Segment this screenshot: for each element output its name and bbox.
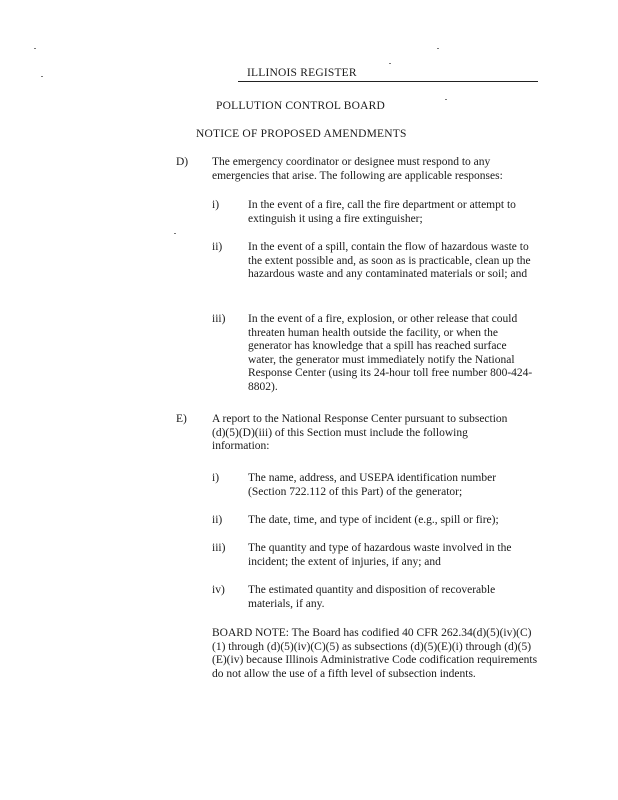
notice-title: NOTICE OF PROPOSED AMENDMENTS — [196, 128, 407, 140]
board-note: BOARD NOTE: The Board has codified 40 CFR 262.34(d)(5)(iv)(C)(1) through (d)(5)(iv)(C)(5) as subsections (d)(5)(E)(i) through (d)(5)(E)(iv) because Illinois Administrative Code codification requirements do not allow the use of a fifth level of subsection indents. — [212, 627, 538, 680]
scan-speck — [41, 76, 43, 77]
section-d-text: The emergency coordinator or designee must respond to any emergencies that arise. The following are applicable responses: — [212, 156, 503, 182]
section-e-item-text: The name, address, and USEPA identification number (Section 722.112 of this Part) of the generator; — [248, 472, 497, 498]
section-e-label: E) — [176, 413, 187, 425]
section-e-item-text: The date, time, and type of incident (e.g., spill or fire); — [248, 514, 499, 526]
section-e-item-text: The quantity and type of hazardous waste involved in the incident; the extent of injuries, if any; and — [248, 542, 512, 568]
scan-speck — [174, 233, 176, 234]
scan-speck — [437, 48, 439, 49]
section-d-item-text: In the event of a fire, explosion, or other release that could threaten human health outside the facility, or when the generator has knowledge that a spill has reached surface water, the generator must immediately notify the National Response Center (using its 24-hour toll free number 800-424-8802). — [248, 313, 533, 393]
scan-speck — [34, 48, 36, 49]
section-d-item-label: i) — [212, 199, 220, 211]
section-e-item-label: i) — [212, 472, 220, 484]
section-d-item-text: In the event of a spill, contain the flow of hazardous waste to the extent possible and, as soon as is practicable, clean up the hazardous waste and any contaminated materials or soil; and — [248, 241, 531, 281]
section-d-label: D) — [176, 156, 189, 168]
board-title: POLLUTION CONTROL BOARD — [216, 100, 386, 112]
section-d-item-label: iii) — [212, 313, 226, 325]
scan-speck — [389, 63, 391, 64]
section-e-item-label: iii) — [212, 542, 226, 554]
section-e-item-label: iv) — [212, 584, 225, 596]
scan-speck — [445, 99, 447, 100]
register-title: ILLINOIS REGISTER — [247, 67, 357, 79]
section-d-item-label: ii) — [212, 241, 223, 253]
header-rule — [238, 81, 538, 82]
section-d-item-text: In the event of a fire, call the fire department or attempt to extinguish it using a fire extinguisher; — [248, 199, 516, 225]
section-e-item-text: The estimated quantity and disposition of recoverable materials, if any. — [248, 584, 496, 610]
section-e-item-label: ii) — [212, 514, 223, 526]
section-e-text: A report to the National Response Center pursuant to subsection (d)(5)(D)(iii) of this Section must include the following information: — [212, 413, 508, 453]
